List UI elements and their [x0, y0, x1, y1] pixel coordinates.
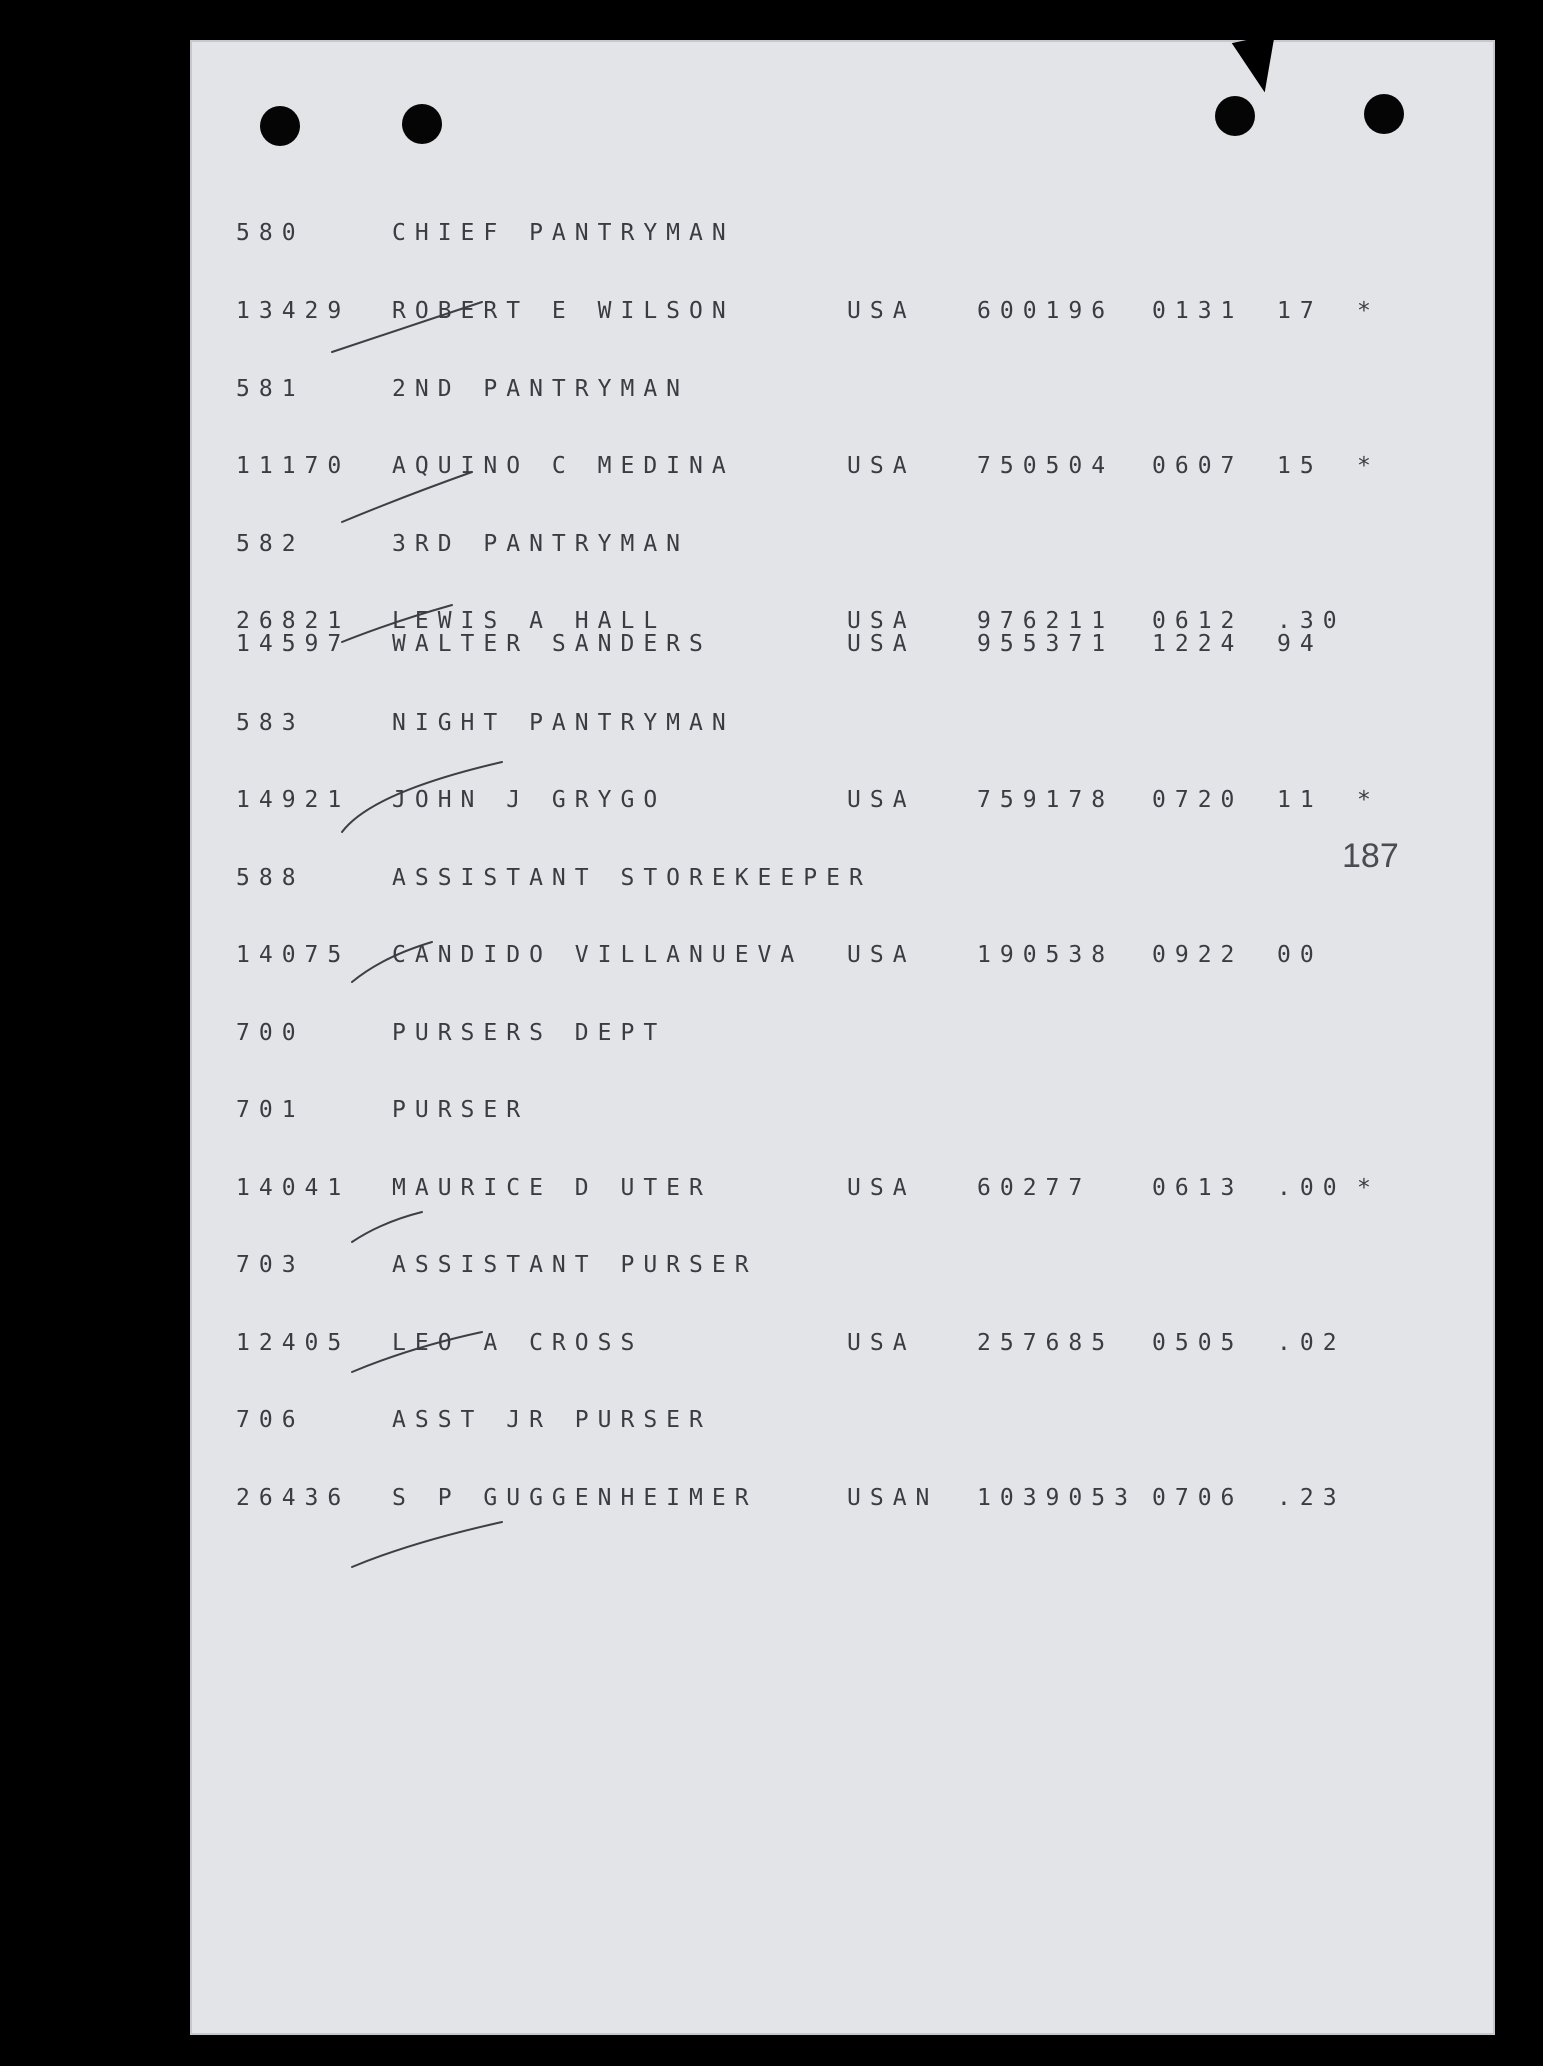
crew-id: 13429 [236, 298, 351, 324]
section-heading-row [192, 1020, 1493, 1054]
crew-id: 14921 [236, 787, 351, 813]
crew-id: 11170 [236, 453, 351, 479]
punch-hole-4 [1364, 94, 1404, 134]
crew-entry-row [192, 1175, 1493, 1209]
section-heading-row [192, 710, 1493, 744]
crew-entry-row [192, 787, 1493, 821]
rating-code: 700 [236, 1020, 305, 1046]
asterisk-mark: * [1357, 453, 1371, 479]
nationality: USA [847, 787, 916, 813]
nationality: USA [847, 1175, 916, 1201]
nationality: USA [847, 942, 916, 968]
nationality: USA [847, 453, 916, 479]
crew-name: MAURICE D UTER [392, 1175, 712, 1201]
crew-entry-row [192, 453, 1493, 487]
section-heading-row [192, 220, 1493, 254]
crew-id: 14075 [236, 942, 351, 968]
asterisk-mark: * [1357, 298, 1371, 324]
value-code: 94 [1277, 631, 1323, 657]
value-code: .02 [1277, 1330, 1346, 1356]
crew-name: S P GUGGENHEIMER [392, 1485, 758, 1511]
document-number: 190538 [977, 942, 1115, 968]
crew-name: AQUINO C MEDINA [392, 453, 735, 479]
section-heading-row [192, 531, 1493, 565]
date-code: 0922 [1152, 942, 1244, 968]
crew-id: 12405 [236, 1330, 351, 1356]
value-code: .23 [1277, 1485, 1346, 1511]
crew-entry-row [192, 1485, 1493, 1519]
document-number: 976211 [977, 608, 1115, 634]
date-code: 1224 [1152, 631, 1244, 657]
punch-hole-1 [260, 106, 300, 146]
date-code: 0612 [1152, 608, 1244, 634]
rating-code: 701 [236, 1097, 305, 1123]
punch-hole-2 [402, 104, 442, 144]
rating-code: 703 [236, 1252, 305, 1278]
date-code: 0131 [1152, 298, 1244, 324]
rating-code: 580 [236, 220, 305, 246]
crew-id: 26436 [236, 1485, 351, 1511]
date-code: 0613 [1152, 1175, 1244, 1201]
crew-name: WALTER SANDERS [392, 631, 712, 657]
section-heading-row [192, 1407, 1493, 1441]
crew-name: CANDIDO VILLANUEVA [392, 942, 804, 968]
crew-id: 14041 [236, 1175, 351, 1201]
rating-title: ASST JR PURSER [392, 1407, 712, 1433]
section-heading-row [192, 376, 1493, 410]
document-page [190, 40, 1495, 2035]
rating-title: PURSER [392, 1097, 530, 1123]
value-code: .30 [1277, 608, 1346, 634]
value-code: 17 [1277, 298, 1323, 324]
rating-code: 706 [236, 1407, 305, 1433]
crew-name: ROBERT E WILSON [392, 298, 735, 324]
nationality: USA [847, 298, 916, 324]
value-code: 15 [1277, 453, 1323, 479]
document-number: 1039053 [977, 1485, 1137, 1511]
document-number: 600196 [977, 298, 1115, 324]
asterisk-mark: * [1357, 787, 1371, 813]
rating-title: 3RD PANTRYMAN [392, 531, 690, 557]
nationality: USA [847, 608, 916, 634]
crew-id: 26821 [236, 608, 351, 634]
crew-name: LEWIS A HALL [392, 608, 667, 634]
rating-code: 581 [236, 376, 305, 402]
rating-title: ASSISTANT PURSER [392, 1252, 758, 1278]
date-code: 0706 [1152, 1485, 1244, 1511]
section-heading-row [192, 865, 1493, 899]
rating-title: ASSISTANT STOREKEEPER [392, 865, 872, 891]
document-number: 955371 [977, 631, 1115, 657]
section-heading-row [192, 1097, 1493, 1131]
document-number: 750504 [977, 453, 1115, 479]
rating-code: 583 [236, 710, 305, 736]
document-number: 257685 [977, 1330, 1115, 1356]
value-code: 00 [1277, 942, 1323, 968]
rating-title: CHIEF PANTRYMAN [392, 220, 735, 246]
crew-id: 14597 [236, 631, 351, 657]
crew-entry-row [192, 1330, 1493, 1364]
page-number: 187 [1342, 837, 1399, 875]
nationality: USA [847, 1330, 916, 1356]
nationality: USA [847, 631, 916, 657]
rating-code: 582 [236, 531, 305, 557]
nationality: USAN [847, 1485, 939, 1511]
value-code: 11 [1277, 787, 1323, 813]
rating-code: 588 [236, 865, 305, 891]
date-code: 0607 [1152, 453, 1244, 479]
document-number: 759178 [977, 787, 1115, 813]
crew-entry-row [192, 631, 1493, 665]
punch-hole-3 [1215, 96, 1255, 136]
crew-name: JOHN J GRYGO [392, 787, 667, 813]
asterisk-mark: * [1357, 1175, 1371, 1201]
crew-entry-row [192, 298, 1493, 332]
rating-title: PURSERS DEPT [392, 1020, 667, 1046]
value-code: .00 [1277, 1175, 1346, 1201]
crew-entry-row [192, 942, 1493, 976]
section-heading-row [192, 1252, 1493, 1286]
crew-name: LEO A CROSS [392, 1330, 644, 1356]
rating-title: NIGHT PANTRYMAN [392, 710, 735, 736]
date-code: 0505 [1152, 1330, 1244, 1356]
date-code: 0720 [1152, 787, 1244, 813]
document-number: 60277 [977, 1175, 1092, 1201]
rating-title: 2ND PANTRYMAN [392, 376, 690, 402]
torn-corner [1232, 34, 1286, 97]
